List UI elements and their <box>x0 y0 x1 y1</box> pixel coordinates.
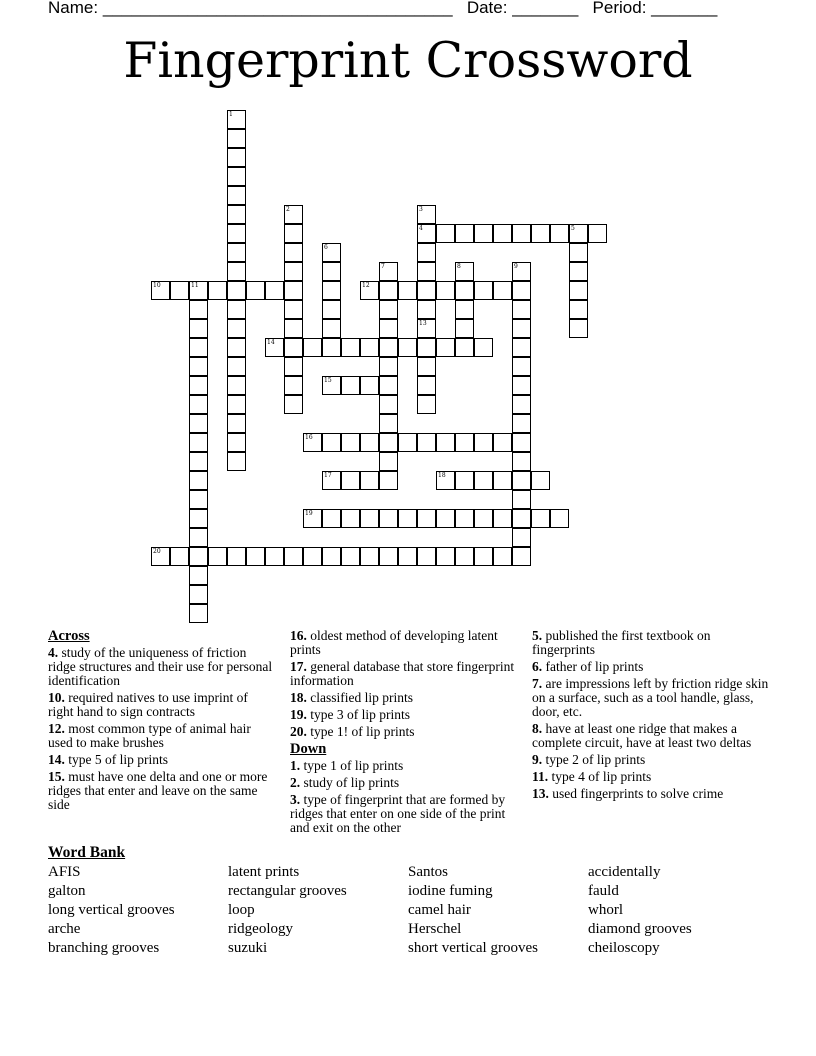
crossword-cell[interactable] <box>417 300 436 319</box>
word-bank-item: Santos <box>408 864 449 880</box>
crossword-cell[interactable] <box>208 547 227 566</box>
clue-number: 10 <box>153 282 161 289</box>
clue-number: 12 <box>362 282 370 289</box>
crossword-cell[interactable] <box>474 433 493 452</box>
crossword-cell[interactable] <box>360 338 379 357</box>
crossword-cell[interactable] <box>284 281 303 300</box>
clue-down-7: 7. are impressions left by friction ridge skin on a surface, such as a tool handle, glass, door, etc. <box>532 676 769 719</box>
crossword-cell[interactable] <box>436 547 455 566</box>
clue-number: 15 <box>324 377 332 384</box>
crossword-cell[interactable] <box>227 262 246 281</box>
crossword-cell[interactable] <box>474 471 493 490</box>
crossword-cell[interactable] <box>512 376 531 395</box>
crossword-cell[interactable] <box>417 262 436 281</box>
crossword-cell[interactable] <box>398 509 417 528</box>
crossword-cell[interactable] <box>227 376 246 395</box>
clue-down-2: 2. study of lip prints <box>290 775 400 790</box>
crossword-cell[interactable] <box>227 129 246 148</box>
clue-number: 3 <box>419 206 423 213</box>
crossword-cell[interactable] <box>341 433 360 452</box>
clue-number: 17 <box>324 472 332 479</box>
crossword-cell[interactable] <box>227 205 246 224</box>
crossword-cell[interactable] <box>531 509 550 528</box>
crossword-cell[interactable] <box>493 509 512 528</box>
crossword-cell[interactable] <box>189 452 208 471</box>
crossword-cell[interactable] <box>569 300 588 319</box>
crossword-cell[interactable] <box>189 414 208 433</box>
crossword-cell[interactable] <box>227 243 246 262</box>
crossword-cell[interactable] <box>474 281 493 300</box>
crossword-cell[interactable] <box>322 433 341 452</box>
clue-across-19: 19. type 3 of lip prints <box>290 707 410 722</box>
name-label: Name: <box>48 0 99 17</box>
crossword-cell[interactable] <box>455 319 474 338</box>
crossword-cell[interactable] <box>436 338 455 357</box>
crossword-cell[interactable] <box>436 433 455 452</box>
crossword-cell[interactable] <box>322 338 341 357</box>
page-title: Fingerprint Crossword <box>123 32 693 89</box>
crossword-cell[interactable] <box>227 357 246 376</box>
crossword-cell[interactable] <box>417 509 436 528</box>
crossword-cell[interactable] <box>208 281 227 300</box>
crossword-cell[interactable] <box>493 224 512 243</box>
crossword-cell[interactable] <box>170 547 189 566</box>
crossword-cell[interactable] <box>474 509 493 528</box>
crossword-cell[interactable] <box>227 452 246 471</box>
date-label: Date: <box>466 0 508 17</box>
crossword-cell[interactable] <box>512 224 531 243</box>
crossword-cell[interactable] <box>436 224 455 243</box>
crossword-cell[interactable] <box>189 490 208 509</box>
crossword-cell[interactable] <box>493 547 512 566</box>
crossword-cell[interactable] <box>227 547 246 566</box>
crossword-cell[interactable] <box>379 300 398 319</box>
crossword-cell[interactable] <box>379 433 398 452</box>
crossword-cell[interactable] <box>227 281 246 300</box>
clue-down-11: 11. type 4 of lip prints <box>532 769 652 784</box>
clues-column-1 <box>48 629 276 815</box>
crossword-cell[interactable] <box>569 262 588 281</box>
crossword-cell[interactable] <box>227 433 246 452</box>
crossword-cell[interactable] <box>360 509 379 528</box>
crossword-cell[interactable] <box>284 224 303 243</box>
crossword-cell[interactable] <box>379 338 398 357</box>
clue-down-6: 6. father of lip prints <box>532 659 644 674</box>
crossword-cell[interactable] <box>341 509 360 528</box>
word-bank-item: loop <box>228 902 255 918</box>
crossword-cell[interactable] <box>550 509 569 528</box>
crossword-cell[interactable] <box>284 376 303 395</box>
crossword-cell[interactable] <box>189 585 208 604</box>
clue-number: 11 <box>191 282 199 289</box>
crossword-cell[interactable] <box>322 262 341 281</box>
crossword-cell[interactable] <box>569 243 588 262</box>
word-bank-item: whorl <box>588 902 623 918</box>
crossword-cell[interactable] <box>322 300 341 319</box>
crossword-cell[interactable] <box>227 338 246 357</box>
crossword-cell[interactable] <box>189 547 208 566</box>
crossword-cell[interactable] <box>493 281 512 300</box>
crossword-cell[interactable] <box>512 452 531 471</box>
word-bank <box>48 863 788 958</box>
crossword-cell[interactable] <box>455 547 474 566</box>
crossword-cell[interactable] <box>398 281 417 300</box>
crossword-cell[interactable] <box>379 414 398 433</box>
clue-across-18: 18. classified lip prints <box>290 690 413 705</box>
crossword-cell[interactable] <box>379 509 398 528</box>
crossword-cell[interactable] <box>512 471 531 490</box>
crossword-cell[interactable] <box>189 300 208 319</box>
crossword-cell[interactable] <box>341 471 360 490</box>
crossword-cell[interactable] <box>531 471 550 490</box>
clue-number: 14 <box>267 339 275 346</box>
clue-down-9: 9. type 2 of lip prints <box>532 752 646 767</box>
crossword-cell[interactable] <box>455 224 474 243</box>
crossword-cell[interactable] <box>512 490 531 509</box>
across-heading: Across <box>48 628 90 644</box>
crossword-cell[interactable] <box>512 528 531 547</box>
crossword-cell[interactable] <box>189 566 208 585</box>
clue-across-15: 15. must have one delta and one or more ridges that enter and leave on the same side <box>48 769 268 812</box>
crossword-cell[interactable] <box>398 547 417 566</box>
word-bank-item: Herschel <box>408 921 462 937</box>
clue-number: 7 <box>381 263 385 270</box>
crossword-cell[interactable] <box>284 357 303 376</box>
crossword-cell[interactable] <box>284 243 303 262</box>
crossword-cell[interactable] <box>189 471 208 490</box>
crossword-cell[interactable] <box>189 604 208 623</box>
word-bank-heading: Word Bank <box>48 844 126 861</box>
crossword-cell[interactable] <box>360 547 379 566</box>
crossword-cell[interactable] <box>379 547 398 566</box>
crossword-cell[interactable] <box>303 338 322 357</box>
word-bank-item: fauld <box>588 883 619 899</box>
crossword-cell[interactable] <box>322 281 341 300</box>
crossword-cell[interactable] <box>417 395 436 414</box>
crossword-cell[interactable] <box>379 281 398 300</box>
clue-number: 20 <box>153 548 161 555</box>
clue-number: 18 <box>438 472 446 479</box>
crossword-cell[interactable] <box>512 319 531 338</box>
crossword-cell[interactable] <box>322 319 341 338</box>
crossword-cell[interactable] <box>227 186 246 205</box>
word-bank-item: cheiloscopy <box>588 940 660 956</box>
crossword-cell[interactable] <box>493 433 512 452</box>
clue-number: 13 <box>419 320 427 327</box>
crossword-cell[interactable] <box>227 395 246 414</box>
crossword-cell[interactable] <box>474 547 493 566</box>
word-bank-item: latent prints <box>228 864 300 880</box>
clue-number: 19 <box>305 510 313 517</box>
crossword-cell[interactable] <box>341 547 360 566</box>
word-bank-item: AFIS <box>48 864 81 880</box>
crossword-cell[interactable] <box>360 433 379 452</box>
word-bank-item: suzuki <box>228 940 268 956</box>
crossword-cell[interactable] <box>246 281 265 300</box>
crossword-cell[interactable] <box>322 509 341 528</box>
crossword-cell[interactable] <box>512 414 531 433</box>
clue-number: 5 <box>571 225 575 232</box>
crossword-cell[interactable] <box>455 300 474 319</box>
clues-column-2 <box>290 629 528 838</box>
crossword-cell[interactable] <box>512 395 531 414</box>
crossword-cell[interactable] <box>284 319 303 338</box>
crossword-cell[interactable] <box>341 376 360 395</box>
period-blank[interactable]: _______ <box>651 0 718 17</box>
crossword-cell[interactable] <box>398 433 417 452</box>
crossword-cell[interactable] <box>227 224 246 243</box>
crossword-cell[interactable] <box>227 148 246 167</box>
word-bank-item: accidentally <box>588 864 661 880</box>
word-bank-item: iodine fuming <box>408 883 493 899</box>
word-bank-item: short vertical grooves <box>408 940 538 956</box>
clue-down-3: 3. type of fingerprint that are formed by ridges that enter on one side of the print and exit on the other <box>290 792 506 835</box>
word-bank-item: diamond grooves <box>588 921 692 937</box>
crossword-cell[interactable] <box>455 471 474 490</box>
crossword-cell[interactable] <box>417 338 436 357</box>
crossword-cell[interactable] <box>227 167 246 186</box>
crossword-cell[interactable] <box>189 433 208 452</box>
crossword-cell[interactable] <box>531 224 550 243</box>
clue-across-4: 4. study of the uniqueness of friction ridge structures and their use for personal identification <box>48 645 273 688</box>
clue-number: 4 <box>419 225 423 232</box>
clue-across-16: 16. oldest method of developing latent prints <box>290 628 498 657</box>
crossword-cell[interactable] <box>341 338 360 357</box>
clue-across-14: 14. type 5 of lip prints <box>48 752 168 767</box>
clue-number: 16 <box>305 434 313 441</box>
crossword-cell[interactable] <box>512 300 531 319</box>
crossword-cell[interactable] <box>417 357 436 376</box>
crossword-cell[interactable] <box>189 376 208 395</box>
word-bank-item: galton <box>48 883 86 899</box>
crossword-cell[interactable] <box>455 509 474 528</box>
name-blank[interactable]: _____________________________________ <box>102 0 453 17</box>
clue-number: 8 <box>457 263 461 270</box>
word-bank-item: branching grooves <box>48 940 160 956</box>
crossword-cell[interactable] <box>284 262 303 281</box>
crossword-cell[interactable] <box>436 509 455 528</box>
clue-down-5: 5. published the first textbook on fingerprints <box>532 628 711 657</box>
crossword-cell[interactable] <box>265 281 284 300</box>
crossword-cell[interactable] <box>455 338 474 357</box>
crossword-cell[interactable] <box>189 319 208 338</box>
crossword-cell[interactable] <box>417 547 436 566</box>
crossword-cell[interactable] <box>512 509 531 528</box>
date-blank[interactable]: _______ <box>512 0 579 17</box>
crossword-cell[interactable] <box>398 338 417 357</box>
crossword-cell[interactable] <box>493 471 512 490</box>
crossword-cell[interactable] <box>189 395 208 414</box>
clue-number: 6 <box>324 244 328 251</box>
crossword-cell[interactable] <box>455 281 474 300</box>
crossword-cell[interactable] <box>569 281 588 300</box>
crossword-cell[interactable] <box>379 452 398 471</box>
clue-across-12: 12. most common type of animal hair used to make brushes <box>48 721 251 750</box>
crossword-cell[interactable] <box>379 376 398 395</box>
word-bank-item: rectangular grooves <box>228 883 347 899</box>
crossword-cell[interactable] <box>227 319 246 338</box>
crossword-cell[interactable] <box>512 547 531 566</box>
crossword-cell[interactable] <box>417 281 436 300</box>
down-heading: Down <box>290 741 327 757</box>
crossword-cell[interactable] <box>189 338 208 357</box>
crossword-cell[interactable] <box>512 338 531 357</box>
crossword-cell[interactable] <box>227 300 246 319</box>
crossword-cell[interactable] <box>550 224 569 243</box>
crossword-cell[interactable] <box>227 414 246 433</box>
crossword-cell[interactable] <box>379 319 398 338</box>
word-bank-item: camel hair <box>408 902 471 918</box>
crossword-cell[interactable] <box>379 471 398 490</box>
crossword-cell[interactable] <box>512 357 531 376</box>
crossword-cell[interactable] <box>189 357 208 376</box>
clue-across-17: 17. general database that store fingerprint information <box>290 659 515 688</box>
crossword-cell[interactable] <box>436 281 455 300</box>
crossword-cell[interactable] <box>322 547 341 566</box>
clue-number: 1 <box>229 111 233 118</box>
clue-down-1: 1. type 1 of lip prints <box>290 758 404 773</box>
clues-column-3 <box>532 629 772 804</box>
word-bank-item: arche <box>48 921 81 937</box>
crossword-cell[interactable] <box>417 433 436 452</box>
crossword-cell[interactable] <box>379 357 398 376</box>
crossword-cell[interactable] <box>284 338 303 357</box>
crossword-cell[interactable] <box>588 224 607 243</box>
crossword-cell[interactable] <box>170 281 189 300</box>
clue-across-10: 10. required natives to use imprint of right hand to sign contracts <box>48 690 248 719</box>
clue-across-20: 20. type 1! of lip prints <box>290 724 415 739</box>
crossword-cell[interactable] <box>512 281 531 300</box>
crossword-cell[interactable] <box>246 547 265 566</box>
clue-down-8: 8. have at least one ridge that makes a complete circuit, have at least two deltas <box>532 721 752 750</box>
crossword-cell[interactable] <box>455 433 474 452</box>
crossword-cell[interactable] <box>474 224 493 243</box>
crossword-cell[interactable] <box>474 338 493 357</box>
crossword-cell[interactable] <box>569 319 588 338</box>
period-label: Period: <box>592 0 647 17</box>
crossword-cell[interactable] <box>265 547 284 566</box>
crossword-cell[interactable] <box>284 547 303 566</box>
word-bank-item: ridgeology <box>228 921 293 937</box>
crossword-cell[interactable] <box>512 433 531 452</box>
clue-down-13: 13. used fingerprints to solve crime <box>532 786 724 801</box>
crossword-cell[interactable] <box>284 300 303 319</box>
clue-number: 9 <box>514 263 518 270</box>
crossword-cell[interactable] <box>189 509 208 528</box>
crossword-cell[interactable] <box>189 528 208 547</box>
clue-number: 2 <box>286 206 290 213</box>
crossword-cell[interactable] <box>417 376 436 395</box>
crossword-cell[interactable] <box>303 547 322 566</box>
crossword-cell[interactable] <box>360 376 379 395</box>
crossword-cell[interactable] <box>284 395 303 414</box>
crossword-cell[interactable] <box>360 471 379 490</box>
crossword-cell[interactable] <box>379 395 398 414</box>
crossword-cell[interactable] <box>417 243 436 262</box>
word-bank-item: long vertical grooves <box>48 902 175 918</box>
